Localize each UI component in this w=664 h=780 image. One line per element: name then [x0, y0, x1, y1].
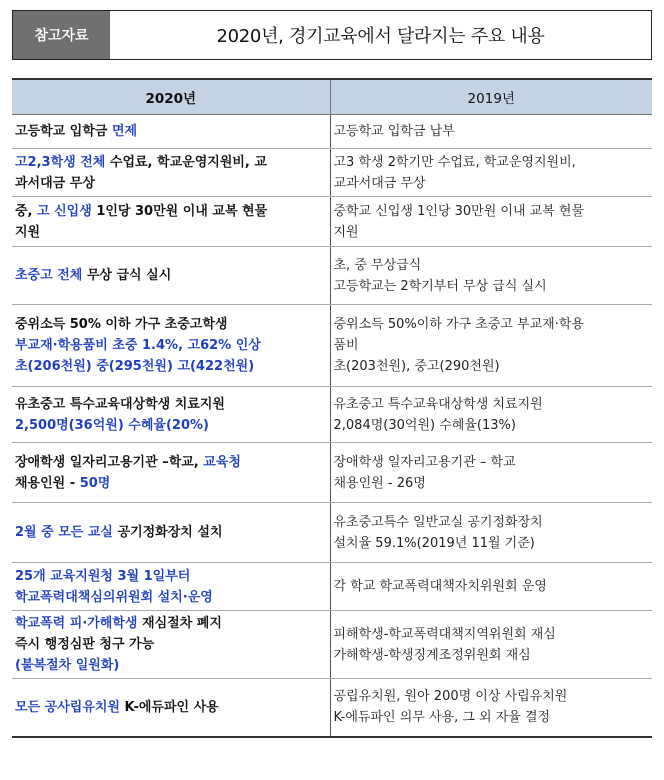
cell-2020: [12, 387, 330, 443]
cell-line: 고등학교 입학금 납부: [333, 124, 455, 139]
cell-line: [15, 265, 327, 286]
highlighted-text: 고2,3학생 전체: [15, 154, 106, 170]
highlighted-text: 교육청: [203, 454, 241, 470]
document-header: [12, 10, 652, 60]
cell-2019: [330, 443, 652, 503]
cell-2019: [330, 115, 652, 149]
cell-2019: [330, 503, 652, 563]
table-row: [12, 611, 652, 679]
cell-line: 지원: [333, 224, 359, 240]
highlighted-text: 2,500명(36억원) 수혜율(20%): [15, 417, 209, 433]
reference-label: 참고자료: [13, 11, 110, 59]
cell-line: 중학교 신입생 1인당 30만원 이내 교복 현물: [333, 203, 585, 219]
highlighted-text: 50명: [79, 475, 111, 491]
cell-line: 초, 중 무상급식: [333, 257, 422, 273]
table-row: [12, 115, 652, 149]
cell-2020: [12, 115, 330, 149]
cell-line: 유초중고 특수교육대상학생 치료지원: [333, 396, 543, 412]
cell-text: 고등학교 입학금: [15, 124, 112, 139]
cell-2020: [12, 305, 330, 387]
cell-text: 즉시 행정심판 청구 가능: [15, 637, 155, 652]
cell-line: [15, 415, 327, 436]
cell-text: 과서대금 무상: [15, 175, 95, 191]
cell-line: 초(203천원), 중고(290천원): [333, 359, 500, 374]
table-row: [12, 563, 652, 611]
cell-line: 가해학생-학생징계조정위원회 재심: [333, 647, 531, 663]
cell-line: [15, 613, 327, 634]
comparison-table: [12, 78, 652, 738]
highlighted-text: 초중고 전체: [15, 268, 83, 283]
table-row: [12, 679, 652, 737]
cell-line: [15, 121, 327, 142]
cell-line: [15, 173, 327, 194]
highlighted-text: 고 신입생: [37, 203, 92, 219]
highlighted-text: 초(206천원) 중(295천원) 고(422천원): [15, 359, 255, 374]
cell-2020: [12, 197, 330, 247]
cell-line: 피해학생-학교폭력대책지역위원회 재심: [333, 626, 556, 642]
table-body: [12, 115, 652, 737]
highlighted-text: 면제: [111, 124, 138, 139]
cell-line: 고3 학생 2학기만 수업료, 학교운영지원비,: [333, 154, 576, 170]
cell-2020: [12, 149, 330, 197]
cell-text: 채용인원 -: [15, 475, 80, 491]
cell-line: [15, 473, 327, 494]
table-row: [12, 305, 652, 387]
cell-text: 무상 급식 실시: [82, 268, 172, 283]
highlighted-text: 모든 공사립유치원: [15, 699, 120, 715]
column-header-2019: 2019년: [330, 79, 652, 115]
table-row: [12, 443, 652, 503]
cell-text: 장애학생 일자리고용기관 –학교,: [15, 454, 204, 470]
highlighted-text: 부교재·학용품비 초중 1.4%, 고62% 인상: [15, 338, 261, 353]
cell-line: 중위소득 50%이하 가구 초중고 부교재·학용: [333, 317, 584, 332]
highlighted-text: 학교폭력대책심의위원회 설치·운영: [15, 589, 213, 605]
cell-2019: [330, 197, 652, 247]
cell-line: [15, 152, 327, 173]
cell-text: 1인당 30만원 이내 교복 현물: [91, 203, 268, 219]
cell-text: K-에듀파인 사용: [120, 699, 219, 715]
cell-2020: [12, 679, 330, 737]
table-row: [12, 503, 652, 563]
cell-text: 유초중고 특수교육대상학생 치료지원: [15, 396, 225, 412]
cell-line: 교과서대금 무상: [333, 175, 426, 191]
cell-line: 품비: [333, 338, 359, 353]
cell-line: 설치율 59.1%(2019년 11월 기준): [333, 535, 535, 551]
cell-text: 중,: [15, 203, 38, 219]
cell-text: 지원: [15, 224, 41, 240]
cell-line: [15, 697, 327, 718]
cell-line: 장애학생 일자리고용기관 – 학교: [333, 454, 516, 470]
cell-text: 공기정화장치 설치: [112, 525, 223, 540]
cell-line: [15, 655, 327, 676]
highlighted-text: 2월 중 모든 교실: [15, 525, 113, 540]
cell-line: 채용인원 - 26명: [333, 475, 426, 491]
cell-line: 유초중고특수 일반교실 공기정화장치: [333, 514, 543, 530]
table-row: [12, 197, 652, 247]
cell-line: [15, 634, 327, 655]
cell-2019: [330, 679, 652, 737]
cell-line: [15, 335, 327, 356]
cell-line: 고등학교는 2학기부터 무상 급식 실시: [333, 278, 547, 294]
cell-2020: [12, 611, 330, 679]
highlighted-text: 25개 교육지원청 3월 1일부터: [15, 568, 191, 584]
cell-line: K-에듀파인 의무 사용, 그 외 자율 결정: [333, 710, 551, 726]
table-row: [12, 247, 652, 305]
cell-2019: [330, 305, 652, 387]
cell-line: 2,084명(30억원) 수혜율(13%): [333, 417, 516, 433]
cell-line: [15, 201, 327, 222]
cell-text: 재심절차 폐지: [137, 616, 222, 631]
table-header-row: [12, 79, 652, 115]
cell-2019: [330, 247, 652, 305]
cell-line: [15, 356, 327, 377]
cell-2019: [330, 387, 652, 443]
cell-2020: [12, 443, 330, 503]
cell-line: [15, 522, 327, 543]
table-row: [12, 387, 652, 443]
cell-2019: [330, 149, 652, 197]
table-row: [12, 149, 652, 197]
cell-text: 수업료, 학교운영지원비, 교: [105, 154, 267, 170]
cell-line: [15, 222, 327, 243]
cell-2020: [12, 247, 330, 305]
cell-line: 각 학교 학교폭력대책자치위원회 운영: [333, 579, 547, 594]
highlighted-text: (불복절차 일원화): [15, 658, 120, 673]
cell-line: [15, 452, 327, 473]
cell-2019: [330, 563, 652, 611]
cell-line: [15, 566, 327, 587]
cell-2019: [330, 611, 652, 679]
cell-line: [15, 587, 327, 608]
column-header-2020: 2020년: [12, 79, 330, 115]
cell-line: [15, 314, 327, 335]
cell-text: 중위소득 50% 이하 가구 초중고학생: [15, 317, 228, 332]
cell-line: 공립유치원, 원아 200명 이상 사립유치원: [333, 689, 568, 705]
cell-line: [15, 394, 327, 415]
highlighted-text: 학교폭력 피·가해학생: [15, 616, 138, 631]
cell-2020: [12, 563, 330, 611]
page-title: 2020년, 경기교육에서 달라지는 주요 내용: [216, 26, 545, 47]
cell-2020: [12, 503, 330, 563]
